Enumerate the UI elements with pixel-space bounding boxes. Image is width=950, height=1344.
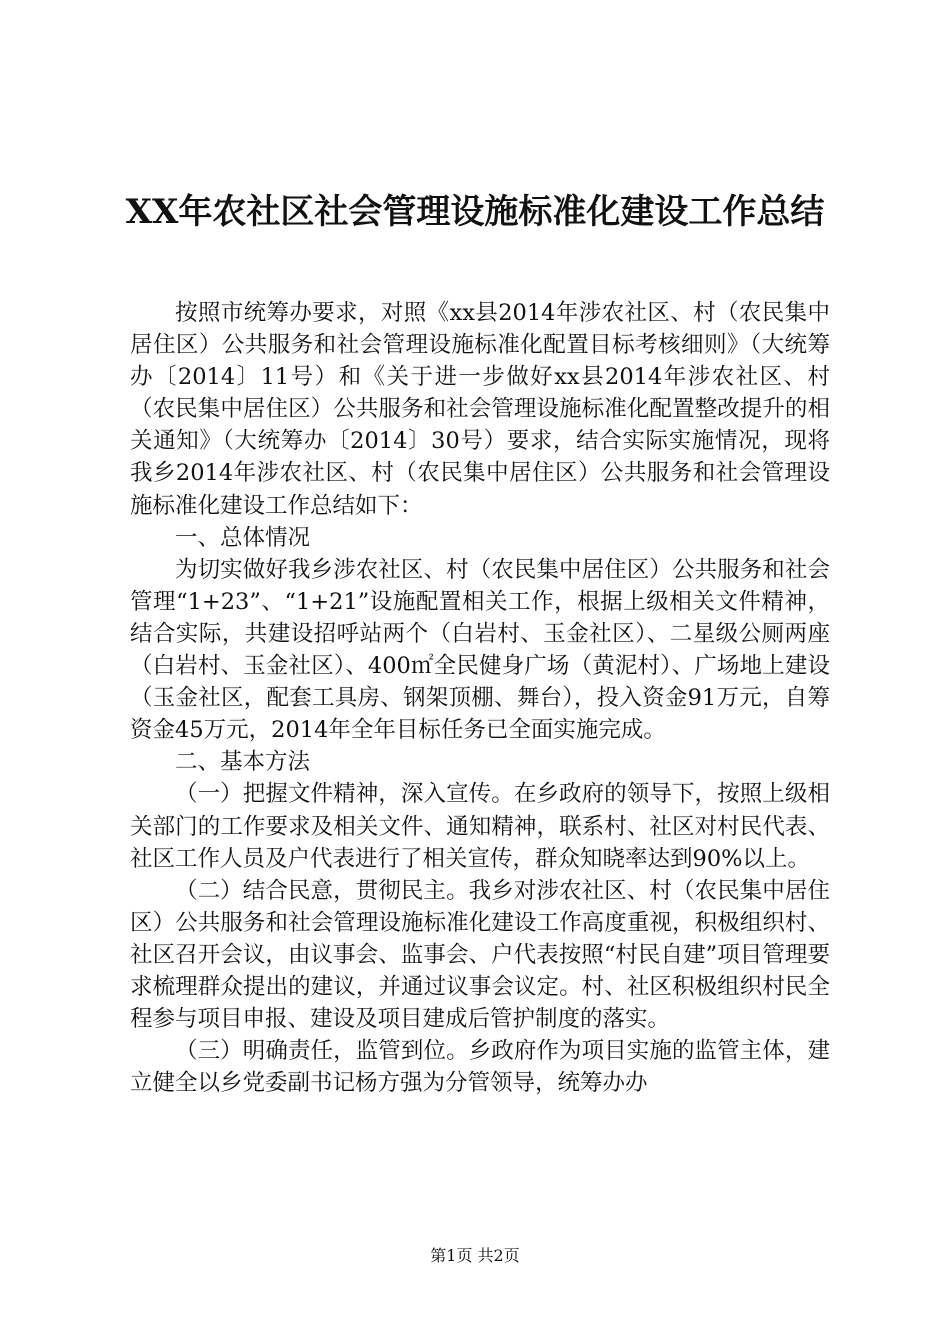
page-footer: 第1页 共2页 [430,1246,520,1265]
intro-paragraph: 按照市统筹办要求，对照《xx县2014年涉农社区、村（农民集中居住区）公共服务和社会管理设施标准化配置目标考核细则》（大统筹办〔2014〕11号）和《关于进一步做好xx县2014年涉农社区、村（农民集中居住区）公共服务和社会管理设施标准化配置整改提升的相关通知》（大统筹办〔2014〕30号）要求，结合实际实施情况，现将我乡2014年涉农社区、村（农民集中居住区）公共服务和社会管理设施标准化建设工作总结如下： [130,300,830,519]
overview-paragraph: 为切实做好我乡涉农社区、村（农民集中居住区）公共服务和社会管理“1+23”、“1+21”设施配置相关工作，根据上级相关文件精神，结合实际，共建设招呼站两个（白岩村、玉金社区）、二星级公厕两座（白岩村、玉金社区）、400㎡全民健身广场（黄泥村）、广场地上建设（玉金社区，配套工具房、钢架顶棚、舞台），投入资金91万元，自筹资金45万元，2014年全年目标任务已全面实施完成。 [130,556,830,744]
section-heading-methods: 二、基本方法 [175,749,311,776]
section-heading-overview: 一、总体情况 [175,524,311,551]
document-title: XX年农社区社会管理设施标准化建设工作总结 [125,192,825,232]
document-body [130,297,830,1099]
method-paragraph-1: （一）把握文件精神，深入宣传。在乡政府的领导下，按照上级相关部门的工作要求及相关文件、通知精神，联系村、社区对村民代表、社区工作人员及户代表进行了相关宣传，群众知晓率达到90%以上。 [130,781,830,872]
method-paragraph-3: （三）明确责任，监管到位。乡政府作为项目实施的监管主体，建立健全以乡党委副书记杨方强为分管领导，统筹办办 [130,1038,830,1097]
method-paragraph-2: （二）结合民意，贯彻民主。我乡对涉农社区、村（农民集中居住区）公共服务和社会管理设施标准化建设工作高度重视，积极组织村、社区召开会议，由议事会、监事会、户代表按照“村民自建”项目管理要求梳理群众提出的建议，并通过议事会议定。村、社区积极组织村民全程参与项目申报、建设及项目建成后管护制度的落实。 [130,877,830,1033]
